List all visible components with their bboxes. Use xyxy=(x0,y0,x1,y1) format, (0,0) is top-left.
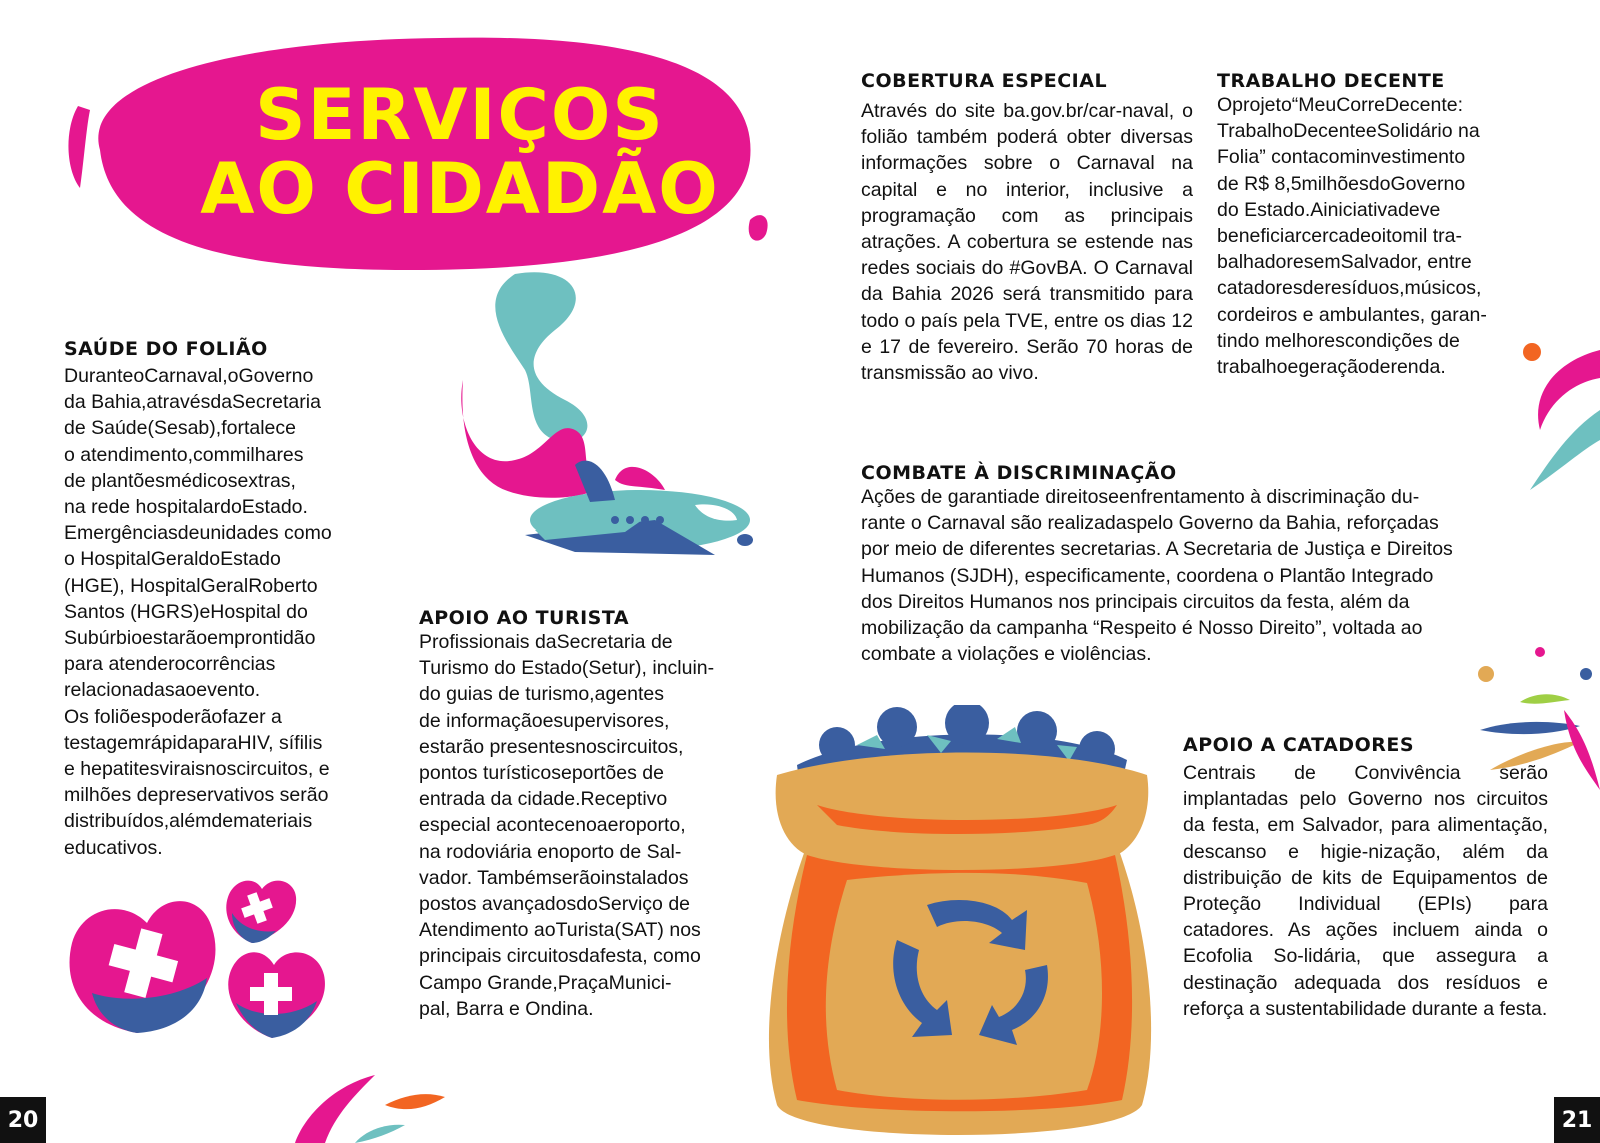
title-line-1: SERVIÇOS xyxy=(255,74,665,156)
trabalho-line: TrabalhoDecenteeSolidário na xyxy=(1217,120,1480,143)
section-cobertura xyxy=(861,70,1193,386)
turista-line: especial acontecenoaeroporto, xyxy=(419,814,686,837)
discriminacao-body xyxy=(861,484,1551,667)
cobertura-body: Através do site ba.gov.br/car-naval, o folião também poderá obter diversas informações sobre o Carnaval na capital e no interior, inclusive a programação com as principais atrações. A cobertura se estende nas redes sociais do #GovBA. O Carnaval da Bahia 2026 será transmitido para todo o país pela TVE, entre os dias 12 e 17 de fevereiro. Serão 70 horas de transmissão ao vivo. xyxy=(861,100,1193,385)
turista-line: na rodoviária enoporto de Sal- xyxy=(419,840,682,863)
saude-line: de Saúde(Sesab),fortalece xyxy=(64,417,296,440)
catadores-body: Centrais de Convivência serão implantadas pelo Governo nos circuitos da festa, em Salvador, para alimentação, descanso e higie-nização, além da distribuição de kits de Equipamentos de Proteção Individual (EPIs) para catadores. As ações incluem ainda o Ecofolia So-lidária, que assegura a destinação adequada dos resíduos e reforça a sustentabilidade durante a festa. xyxy=(1183,762,1548,1020)
title-banner xyxy=(60,20,780,290)
discriminacao-line: combate a violações e violências. xyxy=(861,643,1152,666)
section-saude xyxy=(64,338,384,861)
hearts-medical-icon xyxy=(62,873,342,1053)
trabalho-line: trabalhoegeraçãoderenda. xyxy=(1217,356,1446,379)
turista-heading: APOIO AO TURISTA xyxy=(419,607,630,629)
turista-line: do guias de turismo,agentes xyxy=(419,683,664,706)
title-line-2: AO CIDADÃO xyxy=(200,148,720,230)
confetti-splash-icon xyxy=(1490,330,1600,500)
saude-line: Os foliõespoderãofazer a xyxy=(64,705,282,728)
discriminacao-line: mobilização da campanha “Respeito é Nosso Direito”, voltada ao xyxy=(861,617,1423,640)
recycle-bag-icon xyxy=(757,705,1167,1143)
turista-line: pal, Barra e Ondina. xyxy=(419,997,594,1020)
saude-heading: SAÚDE DO FOLIÃO xyxy=(64,338,268,360)
cobertura-heading: COBERTURA ESPECIAL xyxy=(861,70,1108,92)
turista-line: Atendimento aoTurista(SAT) nos xyxy=(419,919,701,942)
trabalho-line: do Estado.Ainiciativadeve xyxy=(1217,198,1441,221)
saude-line: relacionadasaoevento. xyxy=(64,679,261,702)
airplane-icon xyxy=(455,270,755,590)
saude-line: o atendimento,commilhares xyxy=(64,443,304,466)
page-title xyxy=(200,74,720,230)
catadores-heading: APOIO A CATADORES xyxy=(1183,734,1415,756)
turista-line: de informaçãoesupervisores, xyxy=(419,709,670,732)
turista-line: entrada da cidade.Receptivo xyxy=(419,788,668,811)
trabalho-line: beneficiarcercadeoitomil tra- xyxy=(1217,225,1462,248)
turista-body xyxy=(419,629,769,1022)
discriminacao-heading: COMBATE À DISCRIMINAÇÃO xyxy=(861,462,1177,484)
trabalho-line: catadoresderesíduos,músicos, xyxy=(1217,277,1482,300)
trabalho-line: de R$ 8,5milhõesdoGoverno xyxy=(1217,172,1466,195)
confetti-splash-icon xyxy=(295,1055,455,1143)
section-turista xyxy=(419,607,769,1022)
page-number-left: 20 xyxy=(0,1097,46,1143)
turista-line: pontos turísticoseportões de xyxy=(419,762,664,785)
discriminacao-line: dos Direitos Humanos nos principais circuitos da festa, além da xyxy=(861,590,1410,613)
saude-line: distribuídos,alémdemateriais xyxy=(64,810,313,833)
saude-body xyxy=(64,363,384,861)
saude-line: para atenderocorrências xyxy=(64,653,276,676)
discriminacao-line: por meio de diferentes secretarias. A Secretaria de Justiça e Direitos xyxy=(861,538,1453,561)
trabalho-line: Folia” contacominvestimento xyxy=(1217,146,1466,169)
saude-line: na rede hospitalardoEstado. xyxy=(64,496,308,519)
saude-line: o HospitalGeraldoEstado xyxy=(64,548,281,571)
page-number-right: 21 xyxy=(1554,1097,1600,1143)
turista-line: Turismo do Estado(Setur), incluin- xyxy=(419,657,715,680)
turista-line: estarão presentesnoscircuitos, xyxy=(419,735,684,758)
trabalho-line: balhadoresemSalvador, entre xyxy=(1217,251,1472,274)
section-discriminacao xyxy=(861,462,1551,667)
trabalho-heading: TRABALHO DECENTE xyxy=(1217,70,1445,92)
saude-line: Santos (HGRS)eHospital do xyxy=(64,600,308,623)
confetti-splash-icon xyxy=(1460,640,1600,800)
trabalho-line: Oprojeto“MeuCorreDecente: xyxy=(1217,94,1464,116)
turista-line: postos avançadosdoServiço de xyxy=(419,893,691,916)
turista-line: Campo Grande,PraçaMunici- xyxy=(419,971,672,994)
turista-line: principais circuitosdafesta, como xyxy=(419,945,701,968)
saude-line: milhões depreservativos serão xyxy=(64,784,329,807)
saude-line: Emergênciasdeunidades como xyxy=(64,522,332,545)
discriminacao-line: Humanos (SJDH), especificamente, coordena o Plantão Integrado xyxy=(861,564,1434,587)
turista-line: vador. Tambémserãoinstalados xyxy=(419,866,689,889)
saude-line: DuranteoCarnaval,oGoverno xyxy=(64,365,314,387)
saude-line: Subúrbioestarãoemprontidão xyxy=(64,627,316,650)
discriminacao-line: rante o Carnaval são realizadaspelo Governo da Bahia, reforçadas xyxy=(861,512,1439,535)
trabalho-line: cordeiros e ambulantes, garan- xyxy=(1217,303,1487,326)
saude-line: da Bahia,atravésdaSecretaria xyxy=(64,391,321,414)
saude-line: educativos. xyxy=(64,836,163,859)
saude-line: e hepatitesviraisnoscircuitos, e xyxy=(64,758,330,781)
trabalho-line: tindo melhorescondições de xyxy=(1217,329,1460,352)
saude-line: testagemrápidaparaHIV, sífilis xyxy=(64,731,323,754)
turista-line: Profissionais daSecretaria de xyxy=(419,631,673,653)
saude-line: (HGE), HospitalGeralRoberto xyxy=(64,574,318,597)
discriminacao-line: Ações de garantiade direitoseenfrentamento à discriminação du- xyxy=(861,486,1420,508)
saude-line: de plantõesmédicosextras, xyxy=(64,469,296,492)
